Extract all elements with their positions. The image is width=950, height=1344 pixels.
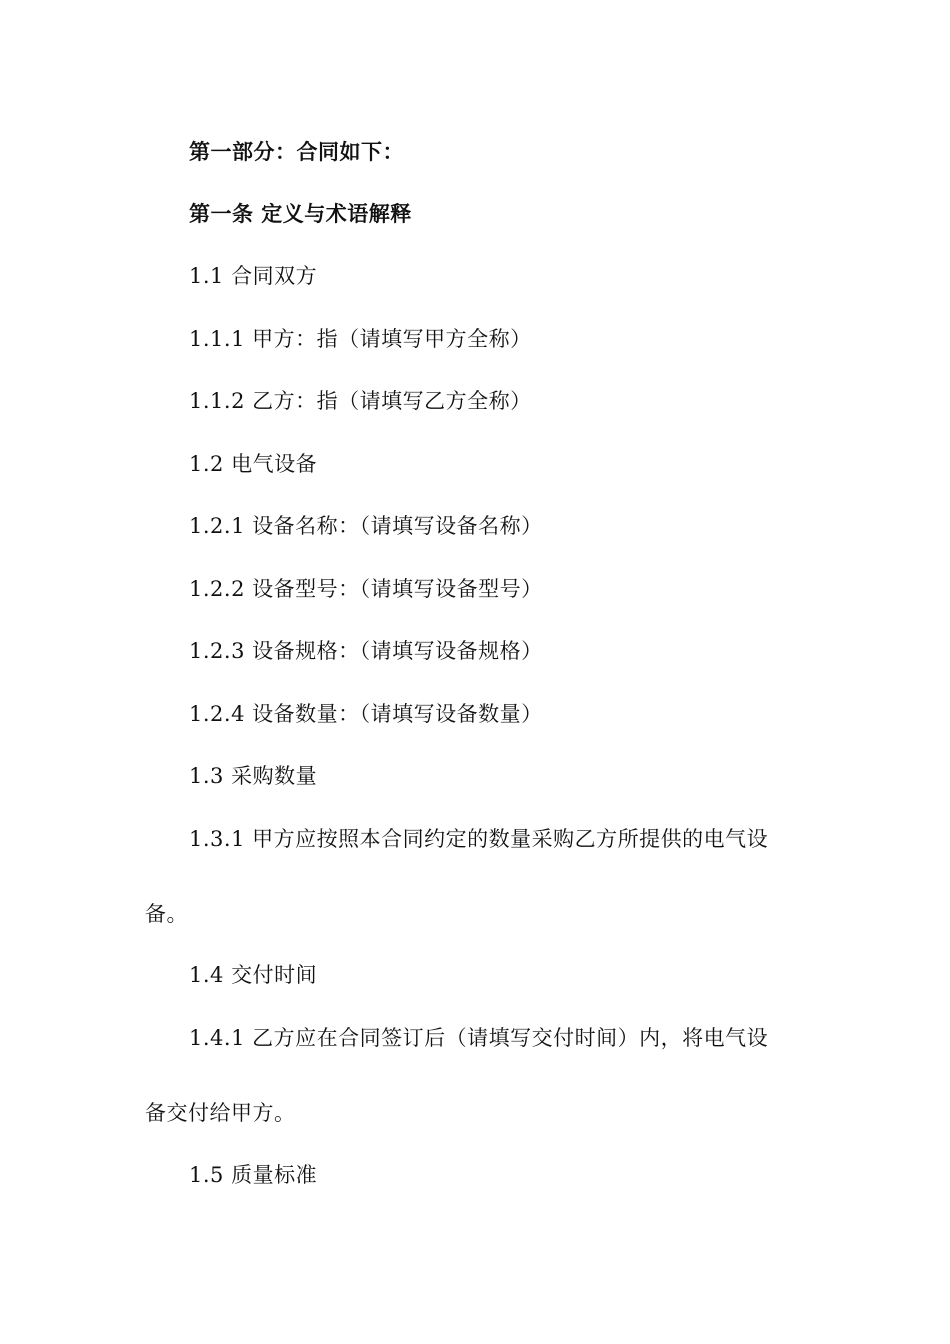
clause-1-2-4: 1.2.4 设备数量：（请填写设备数量） [189, 702, 543, 726]
clause-1-4-1-line-2: 备交付给甲方。 [145, 1101, 296, 1125]
clause-1-2-2: 1.2.2 设备型号：（请填写设备型号） [189, 577, 543, 601]
clause-1-3-1-line-1: 1.3.1 甲方应按照本合同约定的数量采购乙方所提供的电气设 [189, 827, 769, 851]
section-1-3: 1.3 采购数量 [189, 764, 318, 788]
article-heading: 第一条 定义与术语解释 [189, 202, 412, 226]
clause-1-1-2: 1.1.2 乙方：指（请填写乙方全称） [189, 389, 532, 413]
clause-1-2-1: 1.2.1 设备名称：（请填写设备名称） [189, 514, 543, 538]
clause-1-3-1-line-2: 备。 [145, 902, 188, 926]
clause-1-4-1-line-1: 1.4.1 乙方应在合同签订后（请填写交付时间）内，将电气设 [189, 1026, 769, 1050]
section-1-5: 1.5 质量标准 [189, 1163, 318, 1187]
section-1-2: 1.2 电气设备 [189, 452, 318, 476]
part-heading: 第一部分：合同如下： [189, 140, 404, 164]
section-1-1: 1.1 合同双方 [189, 264, 318, 288]
clause-1-1-1: 1.1.1 甲方：指（请填写甲方全称） [189, 327, 532, 351]
section-1-4: 1.4 交付时间 [189, 963, 318, 987]
clause-1-2-3: 1.2.3 设备规格：（请填写设备规格） [189, 639, 543, 663]
